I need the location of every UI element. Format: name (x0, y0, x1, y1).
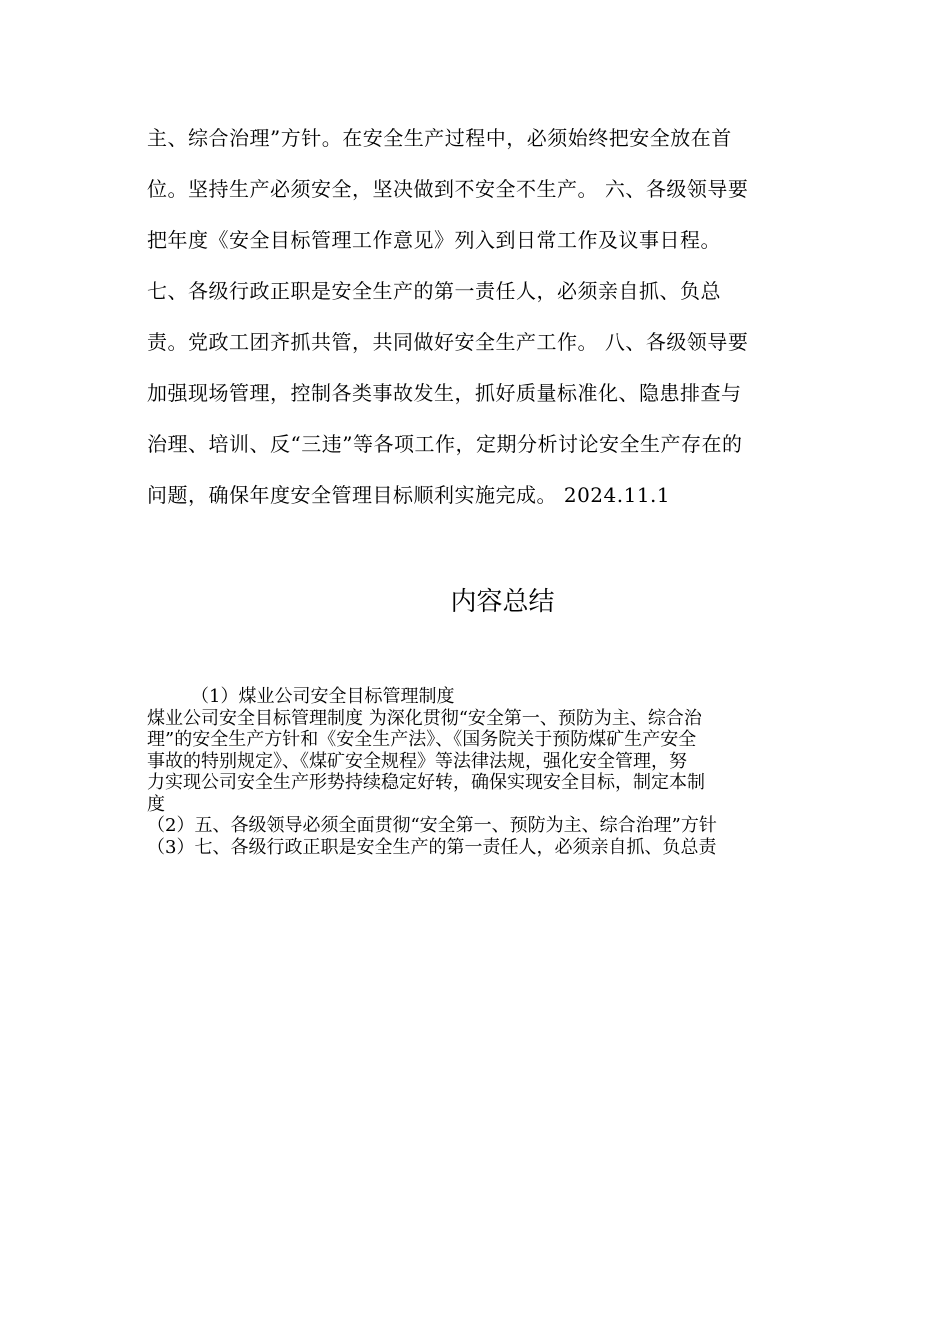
body-line: 七、各级行政正职是安全生产的第一责任人，必须亲自抓、负总 (147, 279, 721, 303)
summary-line: 事故的特别规定》、《煤矿安全规程》等法律法规，强化安全管理，努 (147, 750, 687, 772)
body-line: 治理、培训、反“三违”等各项工作，定期分析讨论安全生产存在的 (147, 432, 743, 456)
body-line: 加强现场管理，控制各类事故发生，抓好质量标准化、隐患排查与 (147, 381, 742, 405)
summary-heading: （1）煤业公司安全目标管理制度 (191, 686, 455, 707)
summary-line: 理”的安全生产方针和《安全生产法》、《国务院关于预防煤矿生产安全 (147, 729, 697, 750)
summary-line: 煤业公司安全目标管理制度 为深化贯彻“安全第一、预防为主、综合治 (147, 707, 702, 729)
body-line: 问题，确保年度安全管理目标顺利实施完成。 2024.11.1 (147, 483, 671, 507)
summary-line: （2）五、各级领导必须全面贯彻“安全第一、预防为主、综合治理”方针 (147, 815, 717, 836)
summary-section (147, 686, 827, 858)
summary-line: 力实现公司安全生产形势持续稳定好转，确保实现安全目标，制定本制 (147, 772, 705, 793)
body-line: 把年度《安全目标管理工作意见》列入到日常工作及议事日程。 (147, 228, 721, 252)
summary-title: 内容总结 (450, 587, 555, 617)
summary-line: （3）七、各级行政正职是安全生产的第一责任人，必须亲自抓、负总责 (147, 836, 717, 858)
body-line: 位。坚持生产必须安全，坚决做到不安全不生产。 六、各级领导要 (147, 177, 749, 201)
body-line: 主、综合治理”方针。在安全生产过程中，必须始终把安全放在首 (147, 126, 732, 150)
body-line: 责。党政工团齐抓共管，共同做好安全生产工作。 八、各级领导要 (147, 330, 749, 354)
summary-line: 度 (147, 793, 165, 815)
body-text (147, 118, 827, 526)
